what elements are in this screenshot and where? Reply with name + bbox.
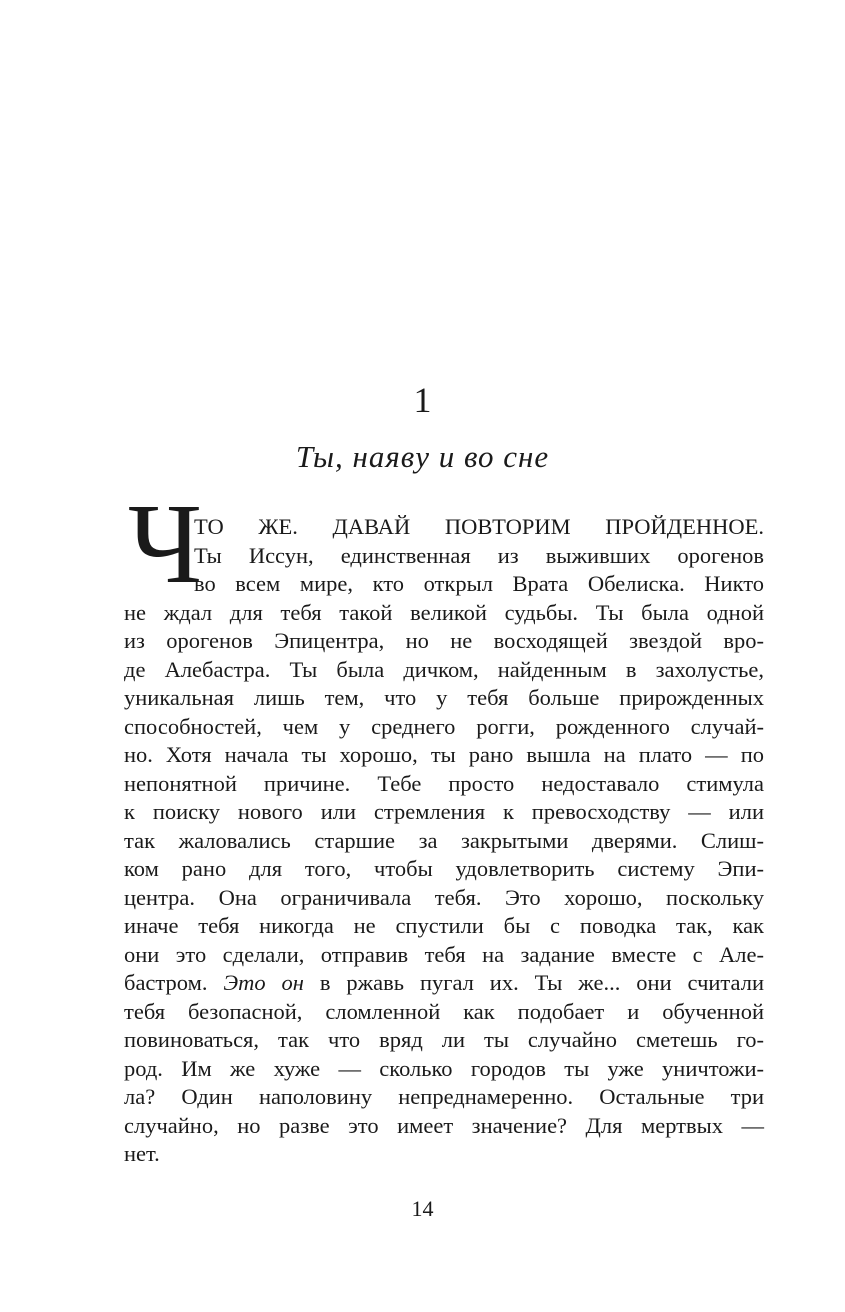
text-line: ком рано для того, чтобы удовлетворить систему Эпи-: [124, 856, 764, 881]
text-line: уникальная лишь тем, что у тебя больше прирожденных: [124, 685, 764, 710]
page-number: 14: [411, 1196, 434, 1221]
text-segment: бастром.: [124, 970, 224, 995]
text-line: не ждал для тебя такой великой судьбы. Ты была одной: [124, 599, 764, 625]
text-line: они это сделали, отправив тебя на задание вместе с Але-: [124, 941, 764, 967]
text-line: так жаловались старшие за закрытыми дверями. Слиш-: [124, 827, 764, 853]
text-line: Ты Иссун, единственная из выживших орогенов: [194, 542, 764, 568]
chapter-title: Ты, наяву и во сне: [295, 439, 550, 474]
text-line: [124, 968, 764, 997]
text-line: к поиску нового или стремления к превосходству — или: [124, 799, 764, 824]
text-line: из орогенов Эпицентра, но не восходящей звездой вро-: [124, 628, 764, 653]
text-segment: в ржавь пугал их. Ты же... они считали: [303, 970, 764, 995]
text-line: повиноваться, так что вряд ли ты случайно сметешь го-: [124, 1027, 764, 1052]
text-line: во всем мире, кто открыл Врата Обелиска. Никто: [194, 571, 764, 596]
text-line: способностей, чем у среднего рогги, рожденного случай-: [124, 713, 764, 739]
text-line: тебя безопасной, сломленной как подобает и обученной: [124, 998, 764, 1024]
drop-cap: Ч: [128, 480, 203, 607]
text-line: нет.: [124, 1141, 160, 1166]
text-line: иначе тебя никогда не спустили бы с поводка так, как: [124, 913, 764, 938]
chapter-number: 1: [413, 380, 432, 420]
italic-emphasis: Это он: [223, 970, 304, 995]
text-line: ТО ЖЕ. ДАВАЙ ПОВТОРИМ ПРОЙДЕННОЕ.: [194, 514, 764, 539]
text-line: непонятной причине. Тебе просто недоставало стимула: [124, 770, 764, 796]
text-line: де Алебастра. Ты была дичком, найденным в захолустье,: [124, 656, 764, 682]
text-line: случайно, но разве это имеет значение? Для мертвых —: [124, 1112, 764, 1138]
text-line: центра. Она ограничивала тебя. Это хорошо, поскольку: [124, 884, 764, 910]
text-line: ла? Один наполовину непреднамеренно. Остальные три: [124, 1084, 764, 1109]
text-line: род. Им же хуже — сколько городов ты уже уничтожи-: [124, 1055, 764, 1081]
text-line: но. Хотя начала ты хорошо, ты рано вышла на плато — по: [124, 742, 764, 767]
